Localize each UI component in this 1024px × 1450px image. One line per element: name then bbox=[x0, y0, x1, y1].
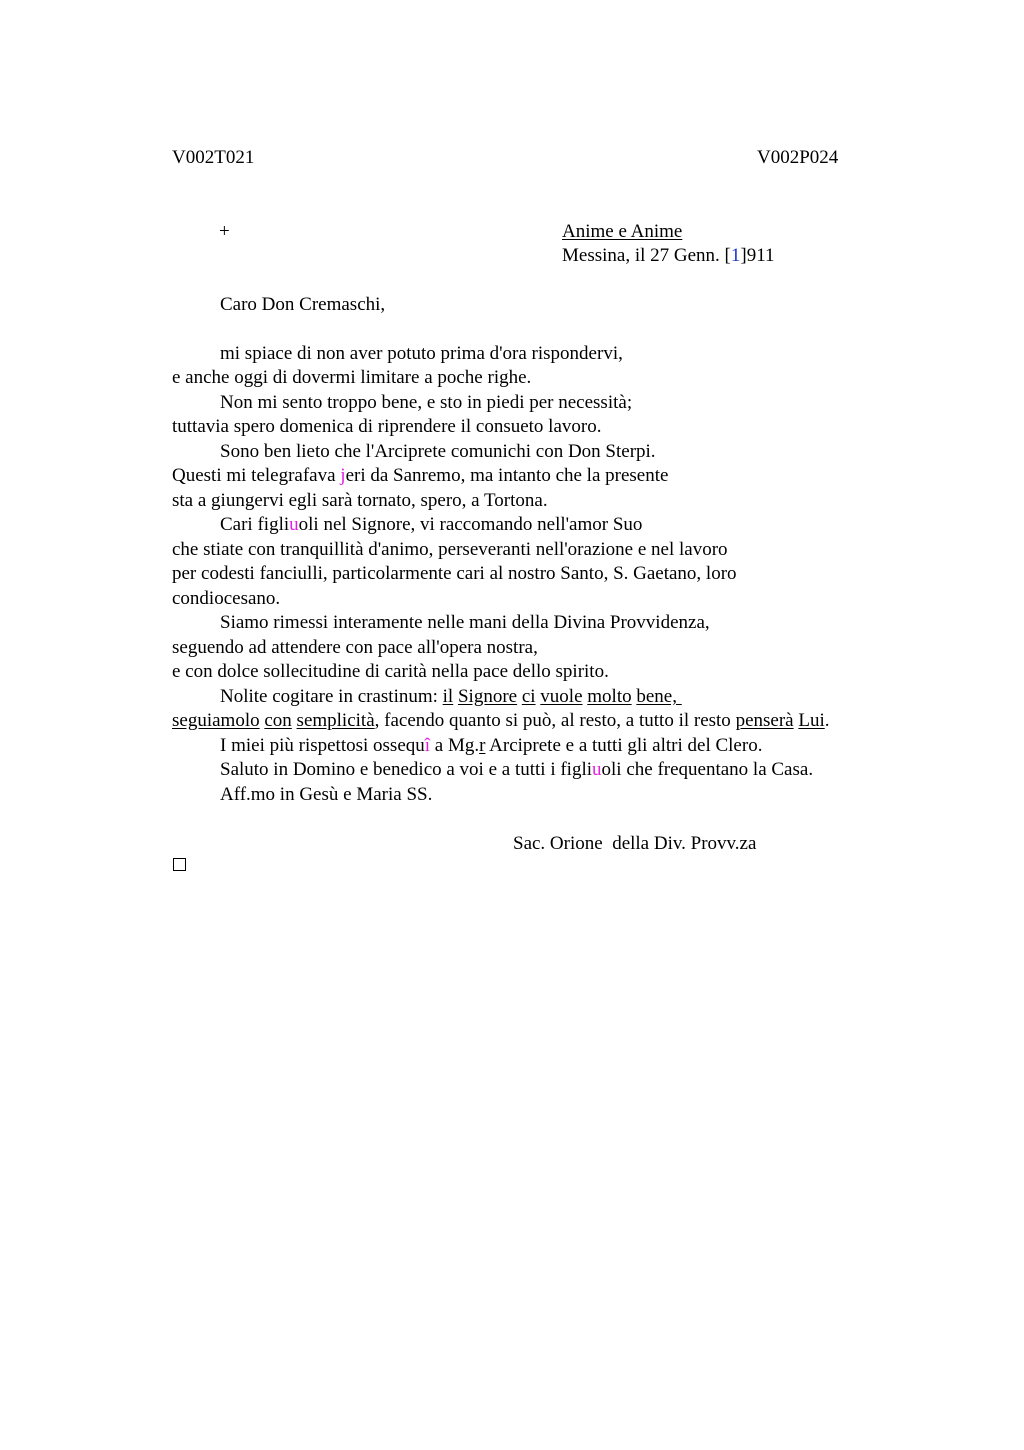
underlined-word: il bbox=[442, 686, 454, 707]
date-suffix: ]911 bbox=[740, 245, 775, 266]
salutation: Caro Don Cremaschi, bbox=[220, 294, 386, 315]
closing-line: Aff.mo in Gesù e Maria SS. bbox=[220, 784, 433, 805]
body-line: e anche oggi di dovermi limitare a poche righe. bbox=[172, 367, 532, 388]
date-prefix: Messina, il 27 Genn. [ bbox=[562, 245, 731, 266]
header-right-code: V002P024 bbox=[757, 147, 839, 168]
text-run: eri da Sanremo, ma intanto che la presente bbox=[345, 465, 669, 486]
underlined-word: semplicità bbox=[296, 710, 375, 731]
underlined-word: Signore bbox=[457, 686, 518, 707]
text-run: Nolite cogitare in crastinum: bbox=[220, 686, 443, 707]
underlined-word: r bbox=[479, 735, 486, 756]
underlined-word: seguiamolo bbox=[172, 710, 260, 731]
correction-letter: j bbox=[340, 465, 346, 486]
text-run: oli nel Signore, vi raccomando nell'amor Suo bbox=[298, 514, 643, 535]
letter-date bbox=[562, 245, 775, 267]
body-line bbox=[220, 686, 682, 708]
checkbox-square-icon bbox=[173, 858, 186, 871]
body-line: Siamo rimessi interamente nelle mani della Divina Provvidenza, bbox=[220, 612, 710, 633]
correction-letter: î bbox=[424, 735, 431, 756]
header-left-code: V002T021 bbox=[172, 147, 255, 168]
body-line bbox=[172, 465, 668, 487]
text-run: a Mg. bbox=[430, 735, 480, 756]
signature: Sac. Orione della Div. Provv.za bbox=[513, 833, 757, 854]
body-line: sta a giungervi egli sarà tornato, spero, a Tortona. bbox=[172, 490, 548, 511]
underlined-word: penserà bbox=[735, 710, 794, 731]
text-run: . bbox=[824, 710, 830, 731]
body-line: Non mi sento troppo bene, e sto in piedi per necessità; bbox=[220, 392, 633, 413]
letter-motto: Anime e Anime bbox=[562, 221, 683, 242]
body-line bbox=[220, 735, 762, 757]
body-line: condiocesano. bbox=[172, 588, 281, 609]
date-bracket-digit: 1 bbox=[730, 245, 741, 266]
body-line: tuttavia spero domenica di riprendere il consueto lavoro. bbox=[172, 416, 602, 437]
correction-letter: u bbox=[289, 514, 299, 535]
text-run: I miei più rispettosi ossequ bbox=[220, 735, 425, 756]
body-line: seguendo ad attendere con pace all'opera nostra, bbox=[172, 637, 538, 658]
body-line: e con dolce sollecitudine di carità nella pace dello spirito. bbox=[172, 661, 609, 682]
underlined-word: con bbox=[264, 710, 292, 731]
body-line: per codesti fanciulli, particolarmente cari al nostro Santo, S. Gaetano, loro bbox=[172, 563, 737, 584]
text-run: Saluto in Domino e benedico a voi e a tutti i figli bbox=[220, 759, 593, 780]
body-line bbox=[220, 514, 642, 536]
body-line: Sono ben lieto che l'Arciprete comunichi con Don Sterpi. bbox=[220, 441, 656, 462]
body-line: mi spiace di non aver potuto prima d'ora rispondervi, bbox=[220, 343, 623, 364]
text-run: , facendo quanto si può, al resto, a tutto il resto bbox=[374, 710, 736, 731]
body-line bbox=[172, 710, 829, 732]
body-line bbox=[220, 759, 813, 781]
correction-letter: u bbox=[592, 759, 602, 780]
body-line: che stiate con tranquillità d'animo, perseveranti nell'orazione e nel lavoro bbox=[172, 539, 728, 560]
underlined-word: vuole bbox=[540, 686, 583, 707]
text-run: Questi mi telegrafava bbox=[172, 465, 341, 486]
underlined-word: molto bbox=[587, 686, 632, 707]
text-run: oli che frequentano la Casa. bbox=[601, 759, 814, 780]
underlined-word: bene, bbox=[636, 686, 682, 707]
text-run: Cari figli bbox=[220, 514, 290, 535]
underlined-word: ci bbox=[521, 686, 536, 707]
text-run: Arciprete e a tutti gli altri del Clero. bbox=[485, 735, 763, 756]
underlined-word: Lui bbox=[798, 710, 825, 731]
cross-mark: + bbox=[219, 221, 230, 242]
